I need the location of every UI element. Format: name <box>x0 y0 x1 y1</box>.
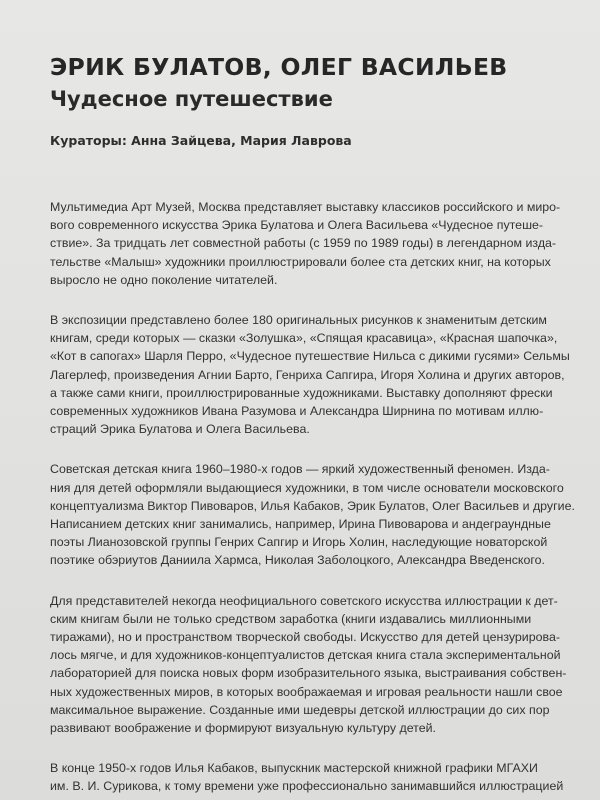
text-line: а также сами книги, проиллюстрированные художниками. Выставку дополняют фрески <box>50 385 553 400</box>
text-line: ния для детей оформляли выдающиеся художники, в том числе основатели московского <box>50 480 564 495</box>
text-line: Для представителей некогда неофициального советского искусства иллюстрации к дет- <box>50 593 558 608</box>
text-line: выросло не одно поколение читателей. <box>50 272 278 287</box>
paragraph-intro <box>50 198 580 289</box>
paragraph-kabakov <box>50 759 580 795</box>
text-line: Советская детская книга 1960–1980-х годов — яркий художественный феномен. Изда- <box>50 462 550 477</box>
text-line: лось мягче, и для художников-концептуалистов детская книга стала экспериментальной <box>50 648 561 663</box>
text-line: поэтике обэриутов Даниила Хармса, Николая Заболоцкого, Александра Введенского. <box>50 553 545 568</box>
text-line: ных художественных миров, в которых воображаемая и игровая реальности нашли свое <box>50 684 563 699</box>
exhibition-title: Чудесное путешествие <box>50 87 333 111</box>
text-line: тельстве «Малыш» художники проиллюстрировали более ста детских книг, на которых <box>50 254 551 269</box>
text-line: развивают воображение и формируют визуальную культуру детей. <box>50 721 436 736</box>
text-line: Лагерлеф, произведения Агнии Барто, Генриха Сапгира, Игоря Холина и других авторов, <box>50 367 565 382</box>
text-line: поэты Лианозовской группы Генрих Сапгир и Игорь Холин, наследующие новаторской <box>50 535 548 550</box>
text-line: концептуализма Виктор Пивоваров, Илья Кабаков, Эрик Булатов, Олег Васильев и другие. <box>50 498 575 513</box>
text-line: ствие». За тридцать лет совместной работы (с 1959 по 1989 годы) в легендарном изда- <box>50 236 557 251</box>
text-line: Мультимедиа Арт Музей, Москва представляет выставку классиков российского и миро- <box>50 200 561 214</box>
text-line: максимальное выражение. Созданные ими шедевры детской иллюстрации до сих пор <box>50 702 550 717</box>
text-line: тиражами), но и пространством творческой свободы. Искусство для детей цензурирова- <box>50 630 560 645</box>
text-line: страций Эрика Булатова и Олега Васильева. <box>50 422 310 437</box>
text-line: им. В. И. Сурикова, к тому времени уже профессионально занимавшийся иллюстрацией <box>50 779 564 794</box>
text-line: «Кот в сапогах» Шарля Перро, «Чудесное путешествие Нильса с дикими гусями» Сельмы <box>50 349 570 364</box>
paragraph-exposition <box>50 311 580 438</box>
text-line: В экспозиции представлено более 180 оригинальных рисунков к знаменитым детским <box>50 313 547 328</box>
text-line: современных художников Ивана Разумова и Александра Ширнина по мотивам иллю- <box>50 404 544 419</box>
body-text <box>50 198 580 796</box>
text-line: ским книгам были не только средством заработка (книги издавались миллионными <box>50 611 532 626</box>
text-line: книгам, среди которых — сказки «Золушка», «Спящая красавица», «Красная шапочка», <box>50 331 558 346</box>
text-line: В конце 1950-х годов Илья Кабаков, выпускник мастерской книжной графики МГАХИ <box>50 761 538 776</box>
text-line: вого современного искусства Эрика Булатова и Олега Васильева «Чудесное путеше- <box>50 218 544 233</box>
paragraph-soviet-book <box>50 460 580 569</box>
paragraph-freedom <box>50 592 580 738</box>
text-line: Написанием детских книг занимались, например, Ирина Пивоварова и андеграундные <box>50 517 551 532</box>
artists-heading: ЭРИК БУЛАТОВ, ОЛЕГ ВАСИЛЬЕВ <box>50 53 508 81</box>
text-line: лабораторией для поиска новых форм изобразительного языка, выстраивания собствен- <box>50 666 567 681</box>
curators-line: Кураторы: Анна Зайцева, Мария Лаврова <box>50 133 352 148</box>
